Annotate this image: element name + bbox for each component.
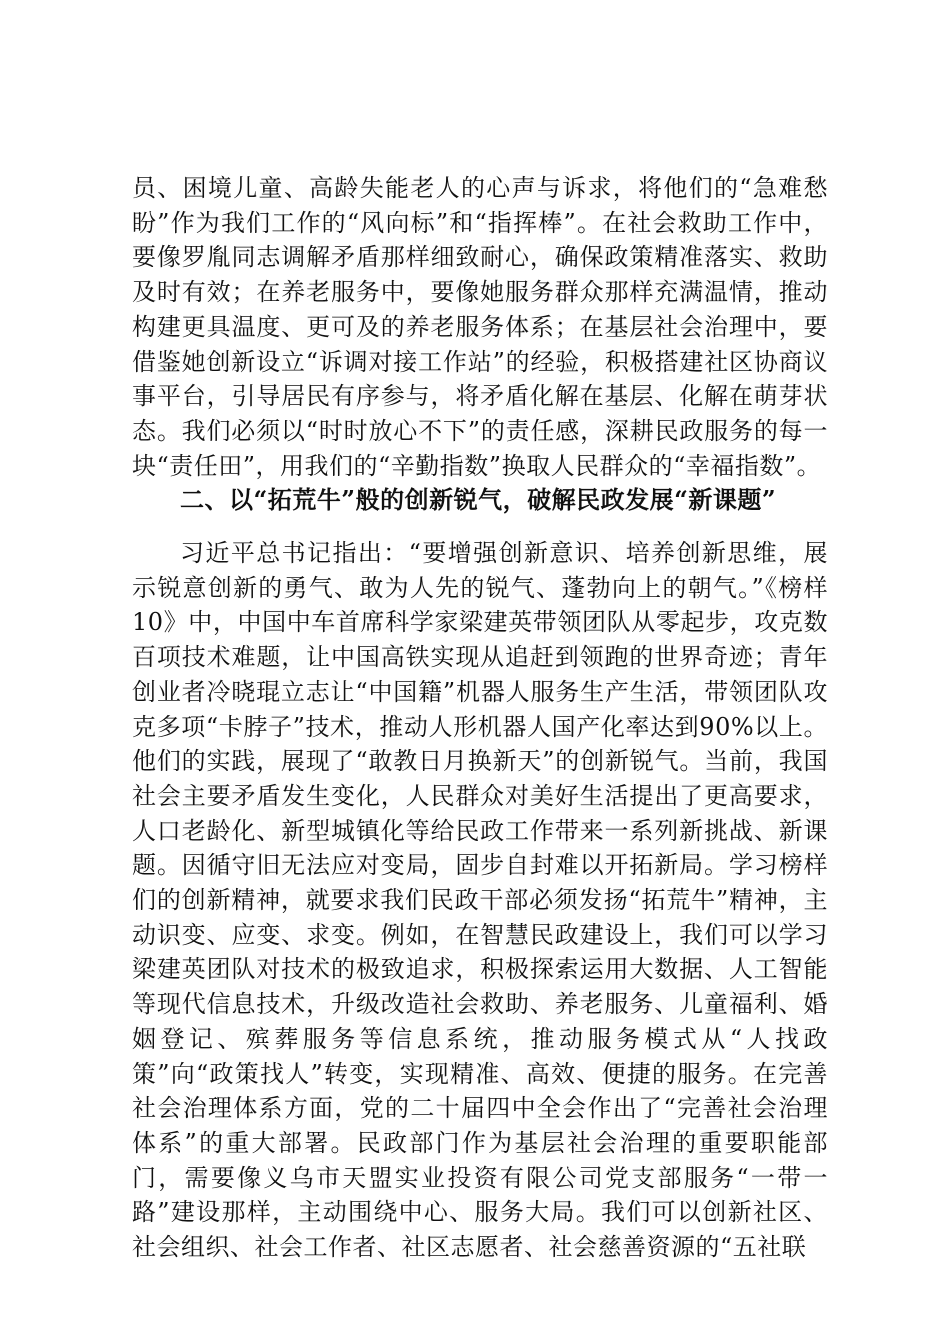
- body-paragraph-1: 员、困境儿童、高龄失能老人的心声与诉求，将他们的“急难愁盼”作为我们工作的“风向标”和“指挥棒”。在社会救助工作中，要像罗胤同志调解矛盾那样细致耐心，确保政策精准落实、救助及时有效；在养老服务中，要像她服务群众那样充满温情，推动构建更具温度、更可及的养老服务体系；在基层社会治理中，要借鉴她创新设立“诉调对接工作站”的经验，积极搭建社区协商议事平台，引导居民有序参与，将矛盾化解在基层、化解在萌芽状态。我们必须以“时时放心不下”的责任感，深耕民政服务的每一块“责任田”，用我们的“辛勤指数”换取人民群众的“幸福指数”。: [132, 174, 828, 480]
- body-paragraph-2: 习近平总书记指出：“要增强创新意识、培养创新思维，展示锐意创新的勇气、敢为人先的锐气、蓬勃向上的朝气。”《榜样10》中，中国中车首席科学家梁建英带领团队从零起步，攻克数百项技术难题，让中国高铁实现从追赶到领跑的世界奇迹；青年创业者冷晓琨立志让“中国籍”机器人服务生产生活，带领团队攻克多项“卡脖子”技术，推动人形机器人国产化率达到90%以上。他们的实践，展现了“敢教日月换新天”的创新锐气。当前，我国社会主要矛盾发生变化，人民群众对美好生活提出了更高要求，人口老龄化、新型城镇化等给民政工作带来一系列新挑战、新课题。因循守旧无法应对变局，固步自封难以开拓新局。学习榜样们的创新精神，就要求我们民政干部必须发扬“拓荒牛”精神，主动识变、应变、求变。例如，在智慧民政建设上，我们可以学习梁建英团队对技术的极致追求，积极探索运用大数据、人工智能等现代信息技术，升级改造社会救助、养老服务、儿童福利、婚姻登记、殡葬服务等信息系统，推动服务模式从“人找政策”向“政策找人”转变，实现精准、高效、便捷的服务。在完善社会治理体系方面，党的二十届四中全会作出了“完善社会治理体系”的重大部署。民政部门作为基层社会治理的重要职能部门，需要像义乌市天盟实业投资有限公司党支部服务“一带一路”建设那样，主动围绕中心、服务大局。我们可以创新社区、社会组织、社会工作者、社区志愿者、社会慈善资源的“五社联: [132, 539, 828, 1262]
- section-heading: 二、以“拓荒牛”般的创新锐气，破解民政发展“新课题”: [180, 485, 777, 514]
